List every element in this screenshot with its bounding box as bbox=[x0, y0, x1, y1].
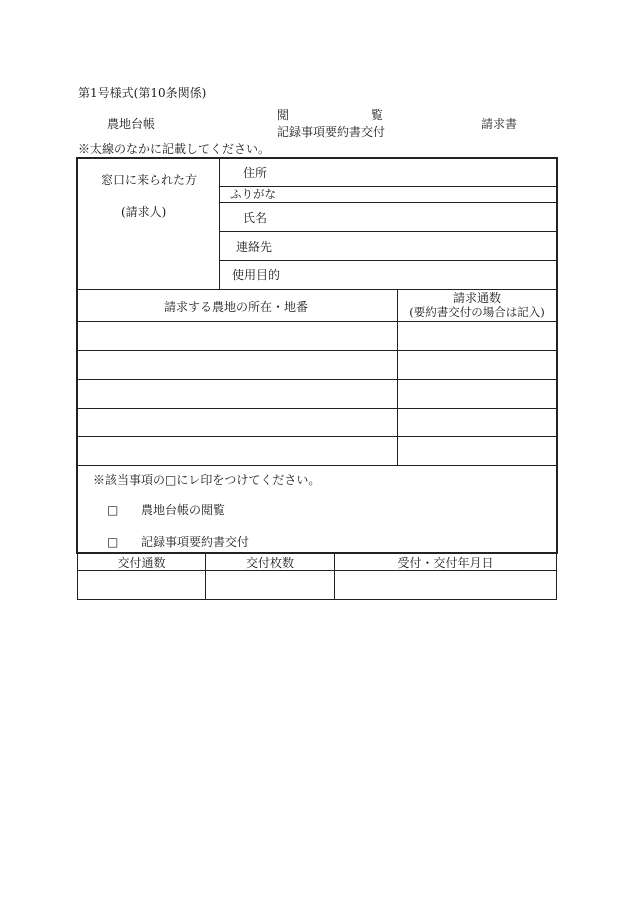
address-label: 住所 bbox=[243, 166, 268, 180]
title-right: 請求書 bbox=[481, 117, 518, 131]
contact-label: 連絡先 bbox=[236, 240, 273, 254]
title-mid-bottom: 記録事項要約書交付 bbox=[277, 125, 386, 139]
col-copies-subheader: (要約書交付の場合は記入) bbox=[409, 305, 545, 319]
issue-date-header: 受付・交付年月日 bbox=[397, 556, 494, 570]
title-left: 農地台帳 bbox=[107, 117, 156, 131]
purpose-label: 使用目的 bbox=[232, 268, 281, 282]
applicant-label: 窓口に来られた方 bbox=[101, 173, 198, 187]
table-row[interactable] bbox=[78, 351, 397, 379]
title-mid-top-1: 閲 bbox=[277, 108, 290, 122]
furigana-label: ふりがな bbox=[230, 187, 276, 201]
col-location-header: 請求する農地の所在・地番 bbox=[164, 300, 309, 314]
table-row[interactable] bbox=[78, 437, 397, 465]
issue-sheets-cell[interactable] bbox=[206, 571, 334, 599]
checkbox-summary[interactable]: □ bbox=[107, 535, 119, 549]
issue-sheets-header: 交付枚数 bbox=[245, 556, 294, 570]
option-summary-label: 記録事項要約書交付 bbox=[141, 535, 250, 549]
checkbox-instruction: ※該当事項の□にレ印をつけてください。 bbox=[93, 473, 321, 487]
table-row[interactable] bbox=[78, 322, 397, 350]
table-row[interactable] bbox=[78, 380, 397, 408]
col-copies-header: 請求通数 bbox=[452, 291, 501, 305]
name-label: 氏名 bbox=[243, 211, 268, 225]
issue-copies-cell[interactable] bbox=[78, 571, 205, 599]
title-mid-top-2: 覧 bbox=[371, 108, 384, 122]
issue-date-cell[interactable] bbox=[335, 571, 556, 599]
checkbox-viewing[interactable]: □ bbox=[107, 503, 119, 517]
option-viewing-label: 農地台帳の閲覧 bbox=[141, 503, 226, 517]
issue-copies-header: 交付通数 bbox=[117, 556, 166, 570]
applicant-sub-label: (請求人) bbox=[121, 205, 167, 219]
table-row[interactable] bbox=[78, 409, 397, 436]
instruction-note: ※太線のなかに記載してください。 bbox=[78, 142, 271, 156]
form-number: 第1号様式(第10条関係) bbox=[78, 86, 207, 100]
